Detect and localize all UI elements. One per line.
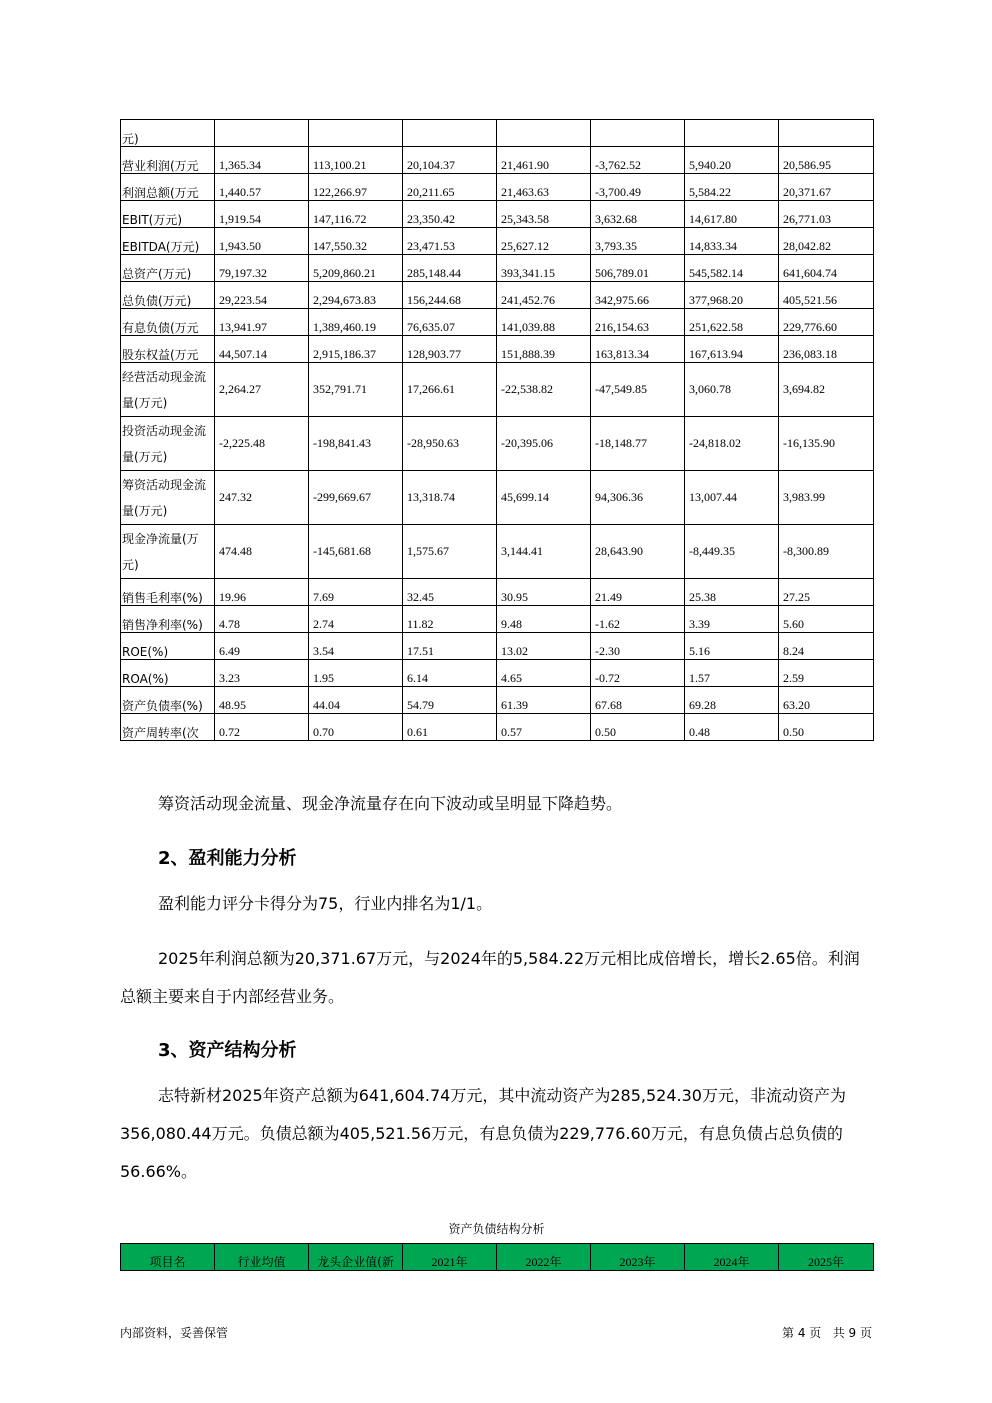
value-cell: 3.54 [309,633,403,660]
value-cell: 32.45 [403,579,497,606]
table-row [121,201,874,228]
footer-page-number: 第 4 页 共 9 页 [782,1326,872,1340]
value-cell: 45,699.14 [497,471,591,525]
value-cell: 156,244.68 [403,282,497,309]
value-cell: 13,318.74 [403,471,497,525]
value-cell: 5.60 [779,606,874,633]
value-cell: 14,617.80 [685,201,779,228]
value-cell: 1,365.34 [215,147,309,174]
value-cell: 28,643.90 [591,525,685,579]
value-cell: 29,223.54 [215,282,309,309]
value-cell: 20,211.65 [403,174,497,201]
value-cell [309,120,403,147]
value-cell: 63.20 [779,687,874,714]
row-label: 股东权益(万元 [121,336,215,363]
value-cell: 3,793.35 [591,228,685,255]
value-cell: 4.78 [215,606,309,633]
row-label: 投资活动现金流量(万元) [121,417,215,471]
value-cell: 25.38 [685,579,779,606]
value-cell: -3,700.49 [591,174,685,201]
section-heading-asset-structure: 3、资产结构分析 [158,1040,297,1061]
header-cell: 项目名 [121,1244,215,1271]
row-label: ROA(%) [121,660,215,687]
value-cell: -299,669.67 [309,471,403,525]
value-cell: -0.72 [591,660,685,687]
value-cell [591,120,685,147]
value-cell: -24,818.02 [685,417,779,471]
value-cell: 30.95 [497,579,591,606]
value-cell: 21,463.63 [497,174,591,201]
value-cell: 17,266.61 [403,363,497,417]
header-cell: 行业均值 [215,1244,309,1271]
value-cell [779,120,874,147]
value-cell: 377,968.20 [685,282,779,309]
value-cell: -198,841.43 [309,417,403,471]
value-cell: 14,833.34 [685,228,779,255]
value-cell: 13,941.97 [215,309,309,336]
value-cell: 4.65 [497,660,591,687]
value-cell [685,120,779,147]
paragraph-total-profit: 2025年利润总额为20,371.67万元，与2024年的5,584.22万元相比成倍增长，增长2.65倍。利润总额主要来自于内部经营业务。 [120,949,860,1006]
value-cell: 94,306.36 [591,471,685,525]
value-cell: 5,940.20 [685,147,779,174]
row-label: 总负债(万元) [121,282,215,309]
table-row [121,282,874,309]
table-row [121,606,874,633]
value-cell: 3,694.82 [779,363,874,417]
value-cell: 20,586.95 [779,147,874,174]
value-cell: 1,919.54 [215,201,309,228]
value-cell: 342,975.66 [591,282,685,309]
value-cell: 76,635.07 [403,309,497,336]
row-label: EBITDA(万元) [121,228,215,255]
table-row [121,660,874,687]
value-cell: -20,395.06 [497,417,591,471]
value-cell: 0.70 [309,714,403,741]
header-cell: 2021年 [403,1244,497,1271]
value-cell: 69.28 [685,687,779,714]
value-cell: 241,452.76 [497,282,591,309]
value-cell: 1,440.57 [215,174,309,201]
table-row [121,714,874,741]
value-cell: 13,007.44 [685,471,779,525]
value-cell: 113,100.21 [309,147,403,174]
value-cell: 13.02 [497,633,591,660]
value-cell: 6.49 [215,633,309,660]
value-cell: 122,266.97 [309,174,403,201]
row-label: EBIT(万元) [121,201,215,228]
value-cell: 26,771.03 [779,201,874,228]
value-cell: 6.14 [403,660,497,687]
value-cell: 474.48 [215,525,309,579]
paragraph-asset-structure: 志特新材2025年资产总额为641,604.74万元，其中流动资产为285,524.30万元，非流动资产为356,080.44万元。负债总额为405,521.56万元，有息负债为229,776.60万元，有息负债占总负债的56.66%。 [120,1086,846,1181]
value-cell: 79,197.32 [215,255,309,282]
value-cell: 545,582.14 [685,255,779,282]
section-heading-profitability: 2、盈利能力分析 [158,848,297,869]
value-cell: 3.23 [215,660,309,687]
footer-confidential-note: 内部资料，妥善保管 [120,1326,229,1340]
value-cell: 5,584.22 [685,174,779,201]
value-cell: -47,549.85 [591,363,685,417]
value-cell: 163,813.34 [591,336,685,363]
value-cell: 23,350.42 [403,201,497,228]
header-cell: 2022年 [497,1244,591,1271]
table-row [121,228,874,255]
value-cell: 147,116.72 [309,201,403,228]
value-cell: 25,343.58 [497,201,591,228]
value-cell: 44.04 [309,687,403,714]
value-cell: 229,776.60 [779,309,874,336]
value-cell: 27.25 [779,579,874,606]
value-cell: 2.74 [309,606,403,633]
value-cell: 61.39 [497,687,591,714]
row-label: 总资产(万元) [121,255,215,282]
value-cell: 285,148.44 [403,255,497,282]
value-cell: -1.62 [591,606,685,633]
value-cell: 236,083.18 [779,336,874,363]
value-cell: 2,915,186.37 [309,336,403,363]
value-cell: 167,613.94 [685,336,779,363]
table-row [121,687,874,714]
value-cell: 641,604.74 [779,255,874,282]
value-cell: 5.16 [685,633,779,660]
value-cell: 0.50 [591,714,685,741]
value-cell: -3,762.52 [591,147,685,174]
value-cell: 44,507.14 [215,336,309,363]
value-cell: 151,888.39 [497,336,591,363]
value-cell: 25,627.12 [497,228,591,255]
table-row [121,147,874,174]
table-caption: 资产负债结构分析 [448,1222,545,1236]
value-cell: -145,681.68 [309,525,403,579]
value-cell: 48.95 [215,687,309,714]
value-cell: 67.68 [591,687,685,714]
table-row [121,579,874,606]
value-cell: -8,449.35 [685,525,779,579]
row-label: 筹资活动现金流量(万元) [121,471,215,525]
value-cell: 21.49 [591,579,685,606]
table-row [121,120,874,147]
value-cell: 3.39 [685,606,779,633]
value-cell: 2.59 [779,660,874,687]
value-cell: 3,144.41 [497,525,591,579]
value-cell: 147,550.32 [309,228,403,255]
value-cell: 7.69 [309,579,403,606]
table-row [121,363,874,417]
value-cell: 21,461.90 [497,147,591,174]
value-cell: 1.57 [685,660,779,687]
value-cell: 9.48 [497,606,591,633]
table-row [121,309,874,336]
row-label: 销售毛利率(%) [121,579,215,606]
value-cell: 1,575.67 [403,525,497,579]
value-cell: 0.48 [685,714,779,741]
value-cell: -2,225.48 [215,417,309,471]
value-cell: 23,471.53 [403,228,497,255]
value-cell: 352,791.71 [309,363,403,417]
value-cell: -18,148.77 [591,417,685,471]
row-label: 资产负债率(%) [121,687,215,714]
value-cell [215,120,309,147]
value-cell: 3,632.68 [591,201,685,228]
value-cell: 1,943.50 [215,228,309,255]
financial-indicators-table [120,119,874,741]
value-cell: 54.79 [403,687,497,714]
value-cell: 0.72 [215,714,309,741]
value-cell: 3,983.99 [779,471,874,525]
value-cell: 128,903.77 [403,336,497,363]
table-row [121,471,874,525]
value-cell: 393,341.15 [497,255,591,282]
value-cell: 2,294,673.83 [309,282,403,309]
value-cell: 28,042.82 [779,228,874,255]
value-cell: 405,521.56 [779,282,874,309]
row-label: 现金净流量(万元) [121,525,215,579]
value-cell: -8,300.89 [779,525,874,579]
paragraph-profitability-score: 盈利能力评分卡得分为75，行业内排名为1/1。 [158,894,493,913]
header-cell: 2024年 [685,1244,779,1271]
header-cell: 龙头企业值(新 [309,1244,403,1271]
value-cell: 19.96 [215,579,309,606]
value-cell: -28,950.63 [403,417,497,471]
value-cell: 506,789.01 [591,255,685,282]
row-label: 元) [121,120,215,147]
value-cell: 20,371.67 [779,174,874,201]
paragraph-financing-trend: 筹资活动现金流量、现金净流量存在向下波动或呈明显下降趋势。 [158,794,623,813]
value-cell: 1,389,460.19 [309,309,403,336]
table-row [121,255,874,282]
value-cell: 0.57 [497,714,591,741]
value-cell: 251,622.58 [685,309,779,336]
table-row [121,525,874,579]
row-label: 资产周转率(次 [121,714,215,741]
value-cell: 216,154.63 [591,309,685,336]
value-cell: 5,209,860.21 [309,255,403,282]
row-label: 利润总额(万元 [121,174,215,201]
value-cell [497,120,591,147]
value-cell: 20,104.37 [403,147,497,174]
table-row [121,174,874,201]
header-cell: 2023年 [591,1244,685,1271]
value-cell: 1.95 [309,660,403,687]
value-cell [403,120,497,147]
value-cell: -16,135.90 [779,417,874,471]
value-cell: 17.51 [403,633,497,660]
table-row [121,336,874,363]
row-label: 营业利润(万元 [121,147,215,174]
row-label: 有息负债(万元 [121,309,215,336]
value-cell: -22,538.82 [497,363,591,417]
row-label: 经营活动现金流量(万元) [121,363,215,417]
table-row [121,633,874,660]
value-cell: 8.24 [779,633,874,660]
structure-table-header-row [121,1244,874,1271]
value-cell: 3,060.78 [685,363,779,417]
financial-table-body [121,120,874,741]
value-cell: 11.82 [403,606,497,633]
value-cell: 247.32 [215,471,309,525]
value-cell: -2.30 [591,633,685,660]
value-cell: 141,039.88 [497,309,591,336]
header-cell: 2025年 [779,1244,874,1271]
table-row [121,417,874,471]
row-label: ROE(%) [121,633,215,660]
asset-liability-structure-table [120,1243,874,1271]
value-cell: 0.61 [403,714,497,741]
row-label: 销售净利率(%) [121,606,215,633]
value-cell: 2,264.27 [215,363,309,417]
value-cell: 0.50 [779,714,874,741]
